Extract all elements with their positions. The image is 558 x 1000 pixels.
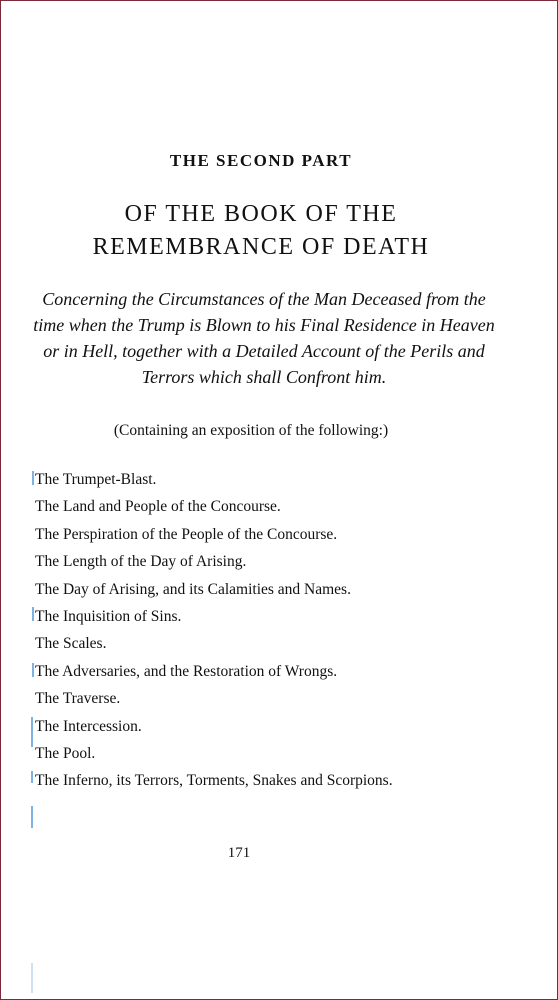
scan-mark <box>32 663 34 677</box>
contents-item: The Inferno, its Terrors, Torments, Snakes and Scorpions. <box>35 772 393 790</box>
contents-item: The Day of Arising, and its Calamities and Names. <box>35 580 351 598</box>
contents-item: The Trumpet-Blast. <box>35 471 157 488</box>
contents-item: The Traverse. <box>35 690 121 708</box>
book-title <box>1 198 521 264</box>
scan-mark <box>31 963 33 993</box>
contents-note: (Containing an exposition of the following:) <box>113 422 389 439</box>
subtitle: Concerning the Circumstances of the Man Deceased from the time when the Trump is Blown to his Final Residence in Heaven or in Hell, together with a Detailed Account of the Perils and Terrors which shall Confront him. <box>33 289 495 387</box>
scan-mark <box>32 607 34 621</box>
contents-list <box>35 469 393 798</box>
book-title-line-2: REMEMBRANCE OF DEATH <box>92 234 430 260</box>
contents-item: The Land and People of the Concourse. <box>35 498 281 516</box>
book-title-line-1: OF THE BOOK OF THE <box>124 201 398 227</box>
scan-mark <box>31 717 33 747</box>
scan-mark <box>32 471 34 485</box>
contents-item: The Length of the Day of Arising. <box>35 553 247 571</box>
scan-mark <box>31 771 33 783</box>
contents-item: The Intercession. <box>35 717 142 735</box>
page-number: 171 <box>227 845 251 861</box>
contents-item: The Adversaries, and the Restoration of Wrongs. <box>35 662 338 680</box>
part-heading: THE SECOND PART <box>169 151 353 170</box>
scan-mark <box>31 806 33 828</box>
contents-item: The Scales. <box>35 635 107 653</box>
contents-item: The Pool. <box>35 744 96 762</box>
contents-item: The Perspiration of the People of the Concourse. <box>35 525 338 543</box>
contents-item: The Inquisition of Sins. <box>35 607 182 625</box>
